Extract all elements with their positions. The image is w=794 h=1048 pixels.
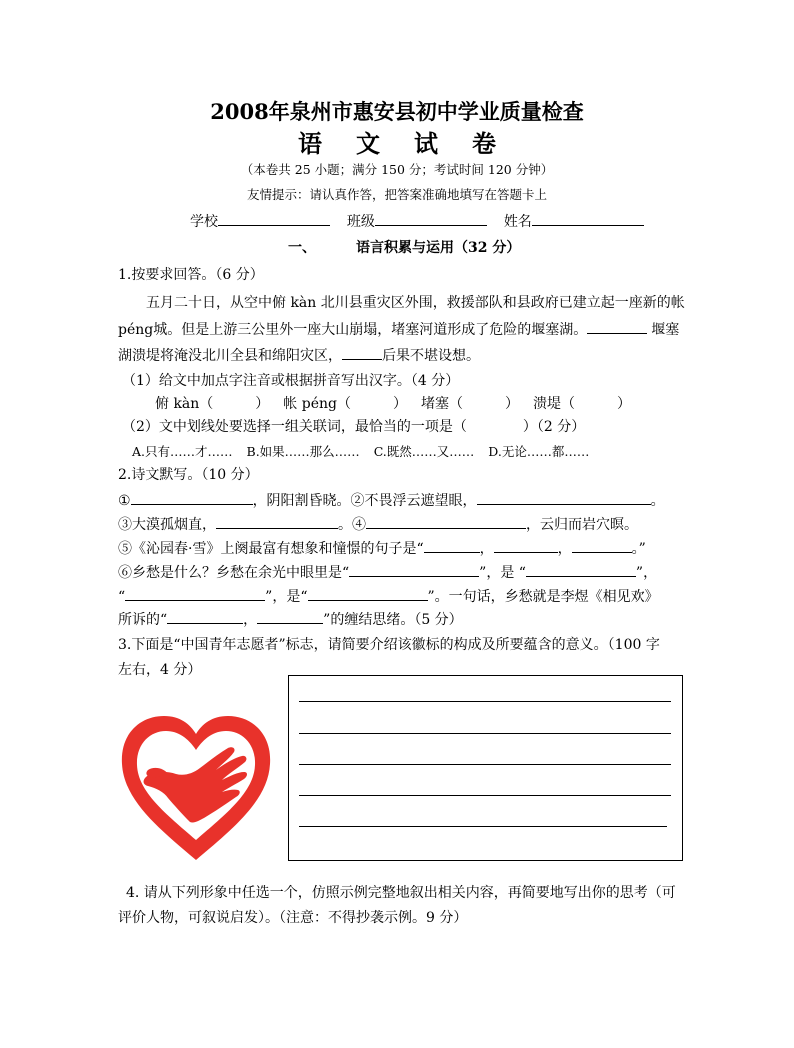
poem-blank[interactable] (131, 491, 253, 505)
answer-line[interactable] (299, 733, 671, 734)
passage-text: péng城。但是上游三公里外一座大山崩塌，堵塞河道形成了危险的堰塞湖。 (118, 322, 588, 338)
school-label: 学校 (190, 214, 218, 230)
class-blank[interactable] (375, 212, 487, 226)
exam-meta: （本卷共 25 小题；满分 150 分；考试时间 120 分钟） (240, 162, 554, 177)
school-blank[interactable] (218, 212, 330, 226)
q3-stem-line: 3.下面是“中国青年志愿者”标志，请简要介绍该徽标的构成及所要蕴含的意义。（100 字 (118, 637, 660, 653)
poem-blank[interactable] (349, 563, 479, 577)
q1-options (132, 442, 589, 460)
poem-text: 。 (650, 493, 665, 509)
item-text: ） (255, 396, 270, 412)
q1-sub1-items (155, 393, 631, 413)
q2-line (118, 609, 463, 629)
option-c: C.既然……又…… (373, 444, 475, 459)
volunteer-logo-icon (118, 712, 274, 864)
passage-text: 堰塞 (651, 322, 680, 338)
q2-line (118, 538, 646, 558)
q1-passage-line (118, 319, 679, 339)
section-number: 一、 (288, 240, 316, 256)
sub2-text: ）（2 分） (522, 419, 586, 435)
q2-line (118, 562, 657, 582)
item-text: ） (392, 396, 407, 412)
q4-stem-line: 评价人物，可叙说启发）。（注意：不得抄袭示例。9 分） (118, 910, 468, 926)
poem-text: ， (479, 541, 494, 557)
poem-blank[interactable] (526, 563, 636, 577)
poem-text: ， (557, 541, 572, 557)
poem-blank[interactable] (167, 610, 243, 624)
poem-text: ”。一句话，乡愁就是李煜《相见欢》 (427, 589, 659, 605)
poem-blank[interactable] (216, 515, 338, 529)
subtitle-char: 卷 (472, 129, 496, 158)
class-label: 班级 (346, 214, 375, 230)
poem-text: ”，是“ (265, 589, 308, 605)
q1-sub1: （1）给文中加点字注音或根据拼音写出汉字。（4 分） (122, 373, 460, 389)
q1-stem: 1.按要求回答。（6 分） (118, 267, 264, 283)
sub2-text: （2）文中划线处要选择一组关联词，最恰当的一项是（ (122, 419, 467, 435)
poem-text: ，云归而岩穴暝。 (526, 517, 638, 533)
poem-text: ”， (635, 565, 658, 581)
poem-blank[interactable] (257, 610, 323, 624)
exam-subtitle (0, 124, 794, 159)
poem-text: ”的缠结思绪。（5 分） (323, 612, 463, 628)
subtitle-char: 语 (298, 129, 322, 158)
section-title: 语言积累与运用（32 分） (356, 240, 521, 256)
q2-line (118, 490, 665, 510)
passage-text: 湖溃堤将淹没北川全县和绵阳灾区， (118, 348, 342, 364)
name-blank[interactable] (532, 212, 644, 226)
poem-blank[interactable] (125, 587, 265, 601)
subtitle-char: 文 (356, 129, 380, 158)
item-text: 溃堤（ (532, 396, 575, 412)
poem-blank[interactable] (494, 539, 558, 553)
poem-text: ”，是 “ (479, 565, 526, 581)
q4-stem-line: 4. 请从下列形象中任选一个，仿照示例完整地叙出相关内容，再简要地写出你的思考（可 (126, 885, 676, 901)
passage-text: 后果不堪设想。 (382, 348, 480, 364)
item-text: 帐 péng（ (283, 396, 351, 412)
item-text: 俯 kàn（ (155, 396, 214, 412)
name-label: 姓名 (503, 214, 532, 230)
answer-line[interactable] (299, 795, 671, 796)
poem-text: ⑥乡愁是什么？乡愁在余光中眼里是“ (118, 565, 350, 581)
poem-text: 。④ (338, 517, 366, 533)
q1-underline-blank[interactable] (587, 320, 647, 334)
option-b: B.如果……那么…… (246, 444, 360, 459)
section-heading (288, 237, 520, 257)
subtitle-char: 试 (414, 129, 438, 158)
exam-title: 2008年泉州市惠安县初中学业质量检查 (210, 99, 584, 124)
item-text: 堵塞（ (420, 396, 463, 412)
q1-underline-blank[interactable] (342, 346, 382, 360)
answer-line[interactable] (299, 764, 671, 765)
poem-text: 。” (631, 541, 646, 557)
q2-line (118, 586, 659, 606)
q3-stem-line: 左右，4 分） (118, 662, 202, 678)
poem-blank[interactable] (366, 515, 526, 529)
item-text: ） (504, 396, 519, 412)
answer-line[interactable] (299, 826, 667, 827)
student-info-row (190, 211, 644, 231)
poem-blank[interactable] (424, 539, 480, 553)
q1-passage-line (118, 345, 480, 365)
poem-text: 所诉的“ (118, 612, 168, 628)
poem-blank[interactable] (308, 587, 428, 601)
poem-text: ① (118, 493, 131, 509)
exam-tip: 友情提示：请认真作答，把答案准确地填写在答题卡上 (246, 187, 547, 202)
q2-line (118, 514, 638, 534)
poem-text: ⑤《沁园春·雪》上阕最富有想象和憧憬的句子是“ (118, 541, 424, 557)
poem-text: ③大漠孤烟直， (118, 517, 216, 533)
q1-sub2 (122, 416, 585, 436)
q3-answer-box[interactable] (288, 675, 683, 861)
poem-blank[interactable] (572, 539, 632, 553)
q1-passage-line: 五月二十日，从空中俯 kàn 北川县重灾区外围，救援部队和县政府已建立起一座新的帐 (146, 295, 685, 311)
option-d: D.无论……都…… (488, 444, 590, 459)
answer-line[interactable] (299, 701, 671, 702)
poem-blank[interactable] (477, 491, 651, 505)
option-a: A.只有……才…… (132, 444, 233, 459)
poem-text: ，阴阳割昏晓。②不畏浮云遮望眼， (252, 493, 477, 509)
poem-text: ， (243, 612, 258, 628)
q2-stem: 2.诗文默写。（10 分） (118, 467, 259, 483)
poem-text: “ (118, 589, 126, 605)
item-text: ） (616, 396, 631, 412)
